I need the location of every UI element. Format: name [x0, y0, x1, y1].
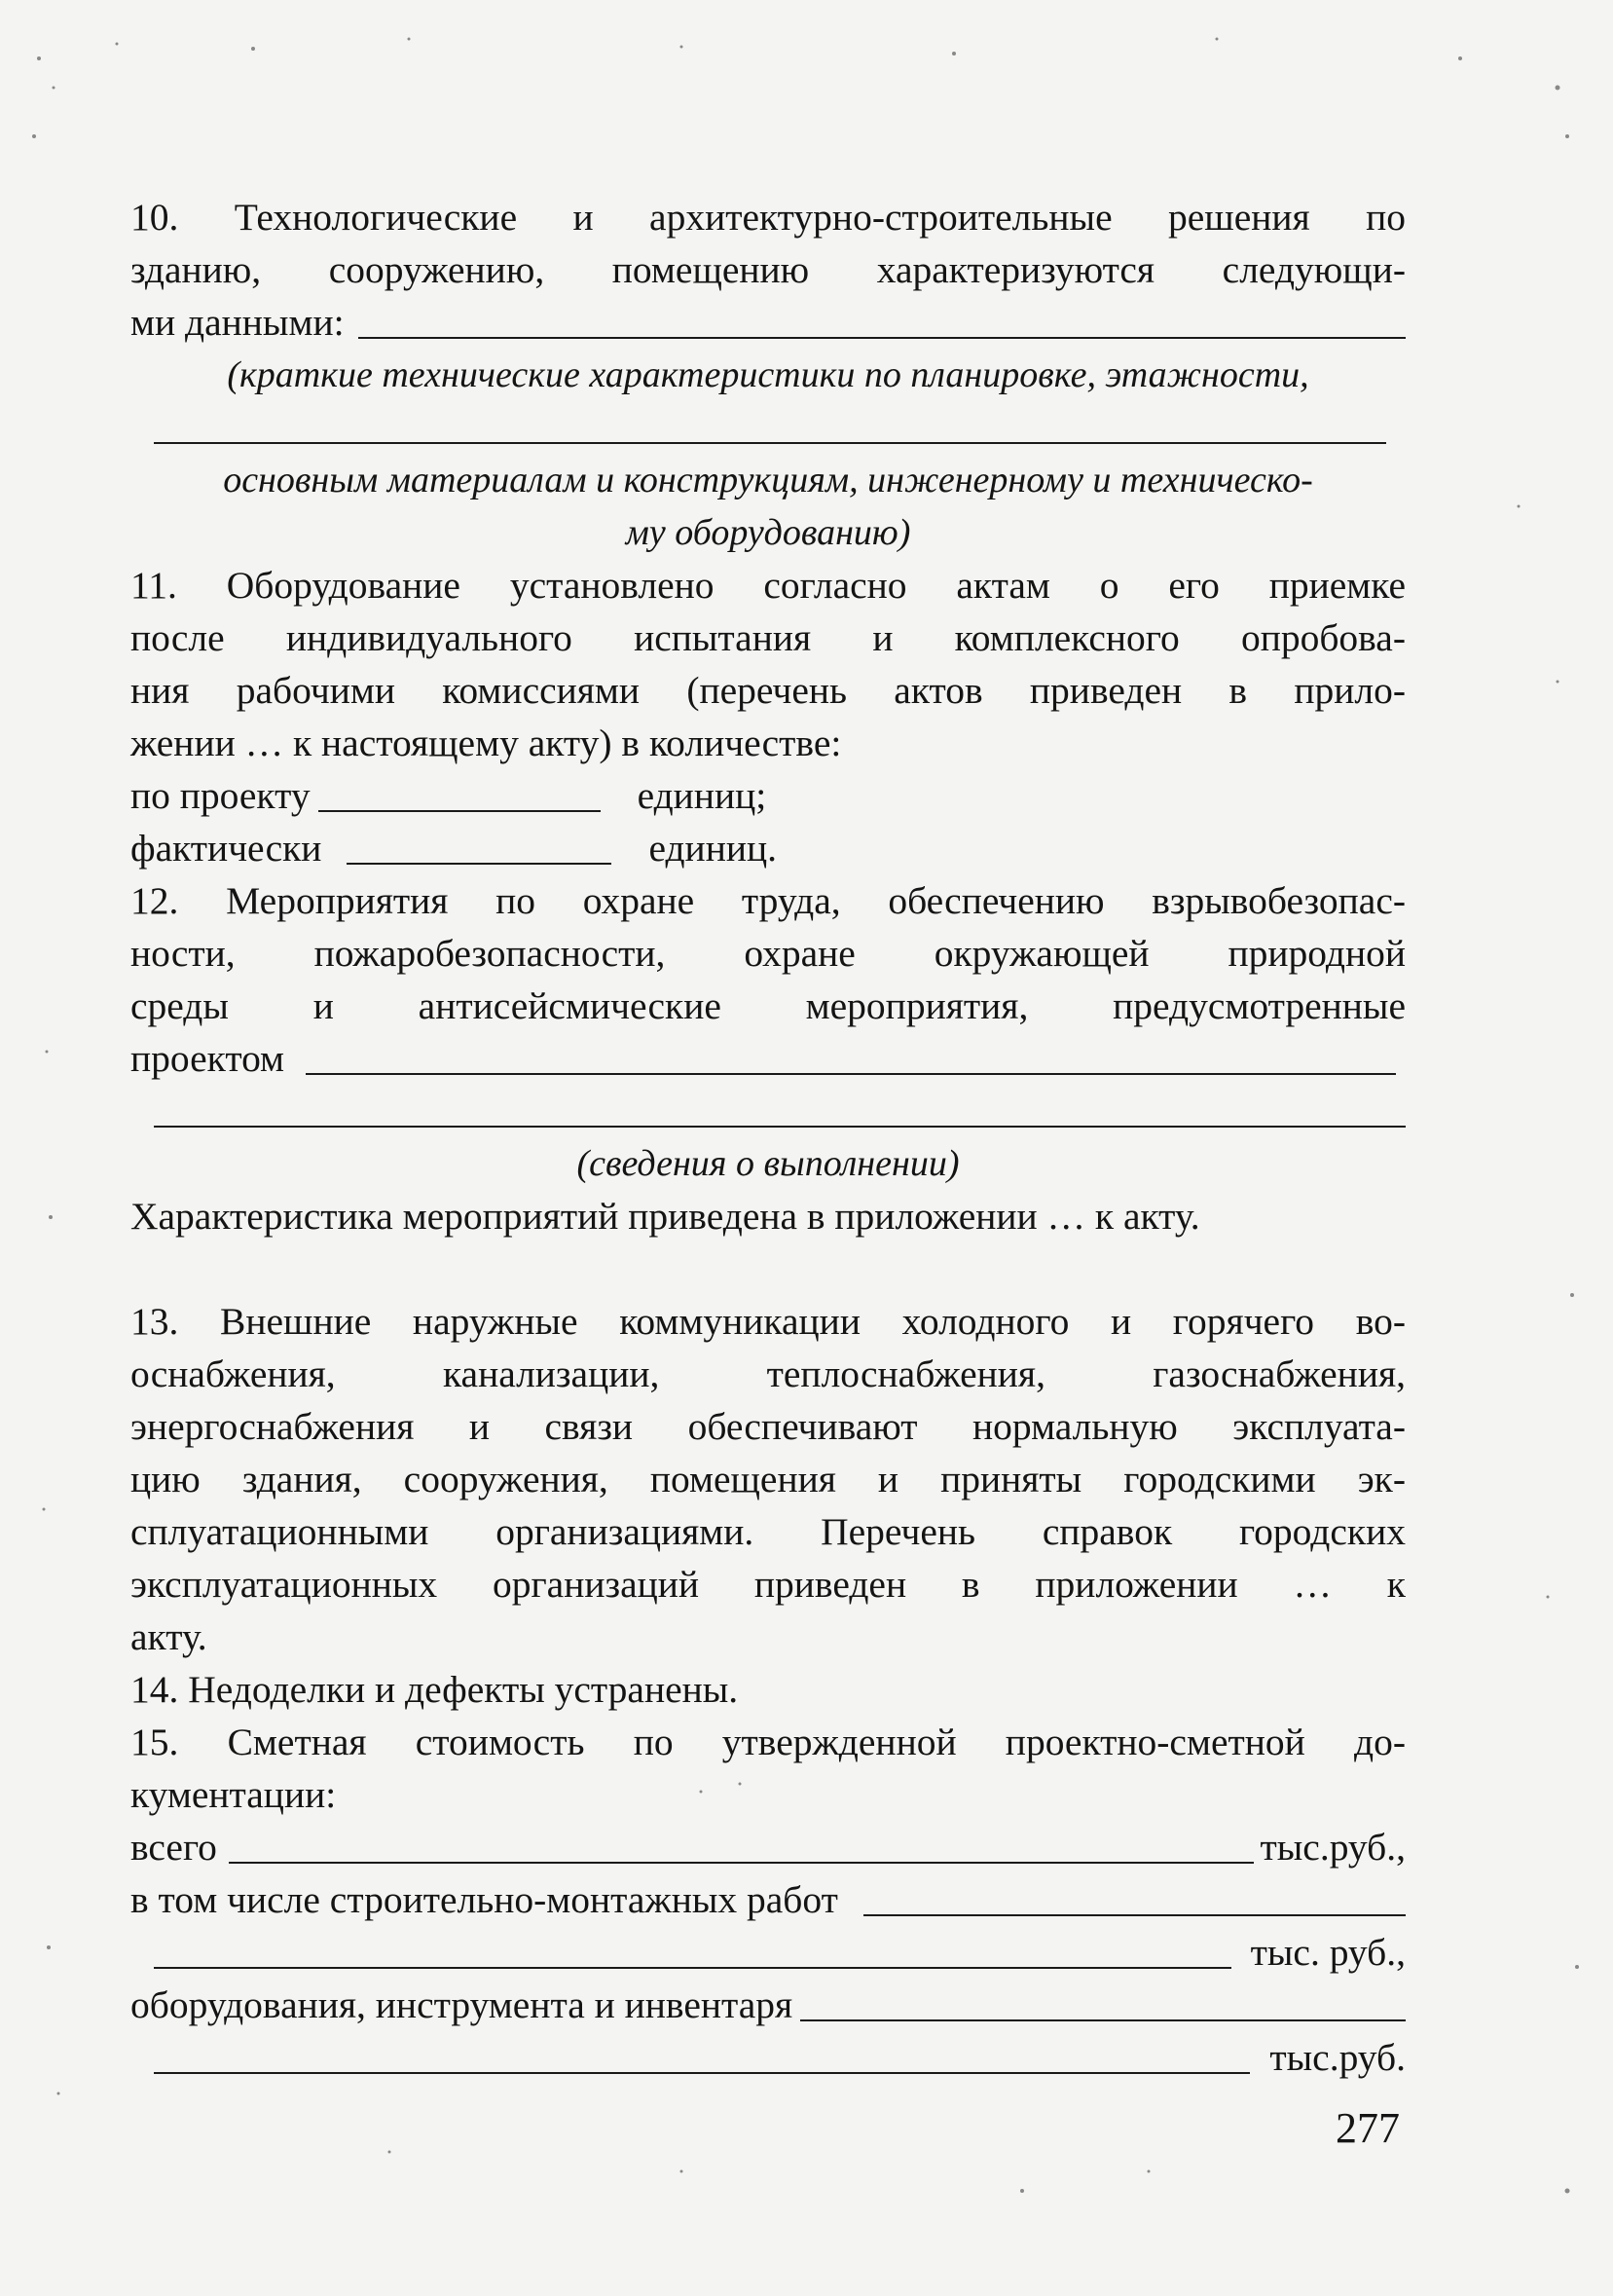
section-10-data-row [130, 296, 1406, 349]
section-10-label: ми данными: [130, 301, 345, 344]
construction-unit: тыс. руб., [1250, 1931, 1406, 1974]
blank-line [358, 337, 1406, 339]
total-unit: тыс.руб., [1260, 1826, 1406, 1869]
section-13-line: сплуатационными организациями. Перечень справок городских [130, 1510, 1406, 1553]
section-13 [130, 1295, 1406, 1663]
blank-line [229, 1862, 1255, 1864]
caption: (сведения о выполнении) [576, 1143, 960, 1184]
section-10-line: зданию, сооружению, помещению характеризуются следующи- [130, 248, 1406, 291]
spacer [130, 1242, 1406, 1295]
blank-row [130, 401, 1406, 454]
blank-line [154, 1126, 1406, 1128]
section-10-line: 10. Технологические и архитектурно-строительные решения по [130, 196, 1406, 239]
section-11-line: жении … к настоящему акту) в количестве: [130, 722, 842, 764]
blank-line [154, 2072, 1250, 2074]
section-15-line: кументации: [130, 1773, 337, 1816]
blank-line [347, 863, 611, 865]
section-11-line: ния рабочими комиссиями (перечень актов приведен в прило- [130, 669, 1406, 712]
equipment-unit: тыс.руб. [1269, 2036, 1406, 2079]
section-13-line: оснабжения, канализации, теплоснабжения, газоснабжения, [130, 1352, 1406, 1395]
section-12-line: ности, пожаробезопасности, охране окружающей природной [130, 932, 1406, 975]
section-10 [130, 191, 1406, 559]
actual-count-row [130, 822, 1406, 874]
page-number: 277 [1336, 2104, 1400, 2152]
section-12-note: Характеристика мероприятий приведена в приложении … к акту. [130, 1195, 1200, 1238]
blank-line [306, 1073, 1396, 1075]
section-13-line: энергоснабжения и связи обеспечивают нормальную эксплуата- [130, 1405, 1406, 1448]
equipment-label: оборудования, инструмента и инвентаря [130, 1983, 793, 2026]
blank-row [130, 1085, 1406, 1137]
section-13-line: акту. [130, 1615, 207, 1658]
total-cost-row [130, 1821, 1406, 1873]
section-13-line: эксплуатационных организаций приведен в приложении … к [130, 1563, 1406, 1606]
blank-line [154, 1967, 1231, 1969]
section-12-line: 12. Мероприятия по охране труда, обеспечению взрывобезопас- [130, 879, 1406, 922]
construction-cost-row [130, 1873, 1406, 1926]
section-15-line: 15. Сметная стоимость по утвержденной проектно-сметной до- [130, 1721, 1406, 1763]
equipment-cost-value-row [130, 2031, 1406, 2084]
section-13-line: 13. Внешние наружные коммуникации холодного и горячего во- [130, 1300, 1406, 1343]
section-11-line: после индивидуального испытания и комплексного опробова- [130, 616, 1406, 659]
blank-line [863, 1914, 1406, 1916]
construction-cost-value-row [130, 1926, 1406, 1979]
caption: основным материалам и конструкциям, инженерному и техническо- [223, 460, 1313, 500]
caption: му оборудованию) [625, 512, 911, 553]
actual-label: фактически [130, 827, 322, 870]
project-label: по проекту [130, 774, 311, 817]
total-label: всего [130, 1826, 217, 1869]
blank-line [318, 810, 601, 812]
section-11-line: 11. Оборудование установлено согласно актам о его приемке [130, 564, 1406, 607]
construction-label: в том числе строительно-монтажных работ [130, 1878, 838, 1921]
caption: (краткие технические характеристики по планировке, этажности, [227, 354, 1309, 395]
section-14: 14. Недоделки и дефекты устранены. [130, 1668, 739, 1711]
blank-line [800, 2019, 1406, 2021]
section-12 [130, 874, 1406, 1242]
section-12-project-row [130, 1032, 1406, 1085]
section-12-label: проектом [130, 1037, 285, 1080]
project-count-row [130, 769, 1406, 822]
project-unit: единиц; [637, 774, 767, 817]
equipment-cost-row [130, 1979, 1406, 2031]
section-13-line: цию здания, сооружения, помещения и приняты городскими эк- [130, 1458, 1406, 1500]
section-15 [130, 1716, 1406, 2084]
blank-line [154, 442, 1386, 444]
section-11 [130, 559, 1406, 874]
section-12-line: среды и антисейсмические мероприятия, предусмотренные [130, 984, 1406, 1027]
actual-unit: единиц. [648, 827, 777, 870]
document-body [130, 191, 1406, 2084]
